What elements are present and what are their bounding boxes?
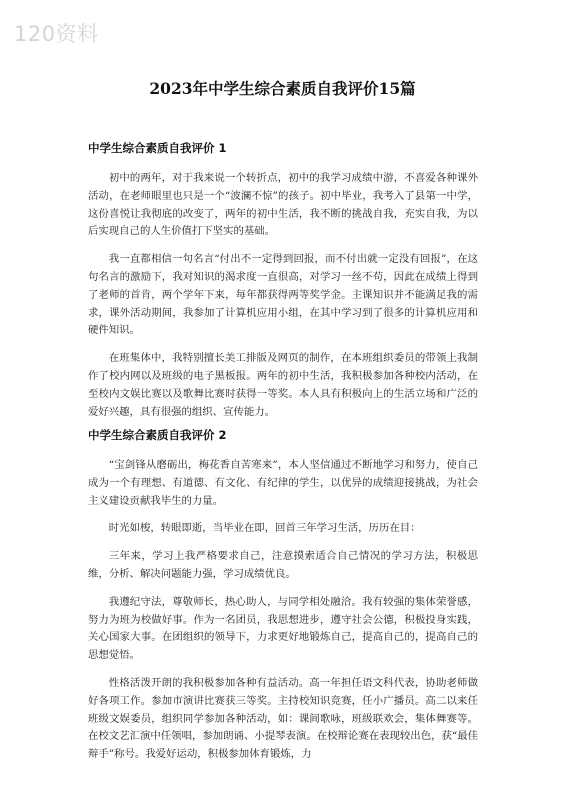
section-heading: 中学生综合素质自我评价 2	[88, 428, 227, 442]
paragraph: “宝剑锋从磨砺出，梅花香自苦寒来”，本人坚信通过不断地学习和努力，使自己成为一个有理想、有道德、有文化、有纪律的学生，以优异的成绩迎接挑战，为社会主义建设贡献我毕生的力量。	[88, 459, 478, 507]
paragraph: 在班集体中，我特别擅长美工排版及网页的制作，在本班组织委员的带领上我制作了校内网以及班级的电子黑板报。两年的初中生活，我积极参加各种校内活动，在至校内文娱比赛以及歌舞比赛时获得一等奖。本人具有积极向上的生活立场和广泛的爱好兴趣，具有很强的组织、宣传能力。	[88, 352, 478, 418]
paragraph: 我一直都相信一句名言“付出不一定得到回报，而不付出就一定没有回报”，在这句名言的激励下，我对知识的渴求度一直很高，对学习一丝不苟，因此在成绩上得到了老师的首肯，两个学年下来，每年都获得两等奖学金。主课知识并不能满足我的需求，课外活动期间，我参加了计算机应用小组，在其中学习到了很多的计算机应用和硬件知识。	[88, 253, 478, 337]
paragraph: 初中的两年，对于我来说一个转折点，初中的我学习成绩中游，不喜爱各种课外活动，在老师眼里也只是一个“波澜不惊”的孩子。初中毕业，我考入了县第一中学，这份喜悦让我彻底的改变了，两年的初中生活，我不断的挑战自我，充实自我，为以后实现自己的人生价值打下坚实的基础。	[88, 172, 478, 238]
paragraph: 性格活泼开朗的我积极参加各种有益活动。高一年担任语文科代表，协助老师做好各项工作。参加市演讲比赛获三等奖。主持校知识竞赛，任小广播员。高二以来任班级文娱委员，组织同学参加各种活动，如：课间歌咏，班级联欢会，集体舞赛等。在校文艺汇演中任领唱，参加朗诵、小提琴表演。在校辩论赛在表现较出色，获“最佳辩手”称号。我爱好运动，积极参加体育锻炼，力	[88, 676, 478, 761]
paragraph: 时光如梭，转眼即逝，当毕业在即，回首三年学习生活，历历在目：	[108, 522, 421, 535]
section-heading: 中学生综合素质自我评价 1	[88, 141, 227, 155]
section-2	[88, 427, 478, 774]
section-1	[88, 140, 478, 431]
document-title: 2023年中学生综合素质自我评价15篇	[149, 79, 416, 98]
watermark: 120资料	[14, 22, 99, 46]
paragraph: 三年来，学习上我严格要求自己，注意摸索适合自己情况的学习方法，积极思维，分析、解决问题能力强，学习成绩优良。	[88, 550, 478, 580]
paragraph: 我遵纪守法，尊敬师长，热心助人，与同学相处融洽。我有较强的集体荣誉感，努力为班为校做好事。作为一名团员，我思想进步，遵守社会公德，积极投身实践，关心国家大事。在团组织的领导下，力求更好地锻炼自己，提高自己的，提高自己的思想觉悟。	[88, 595, 478, 662]
